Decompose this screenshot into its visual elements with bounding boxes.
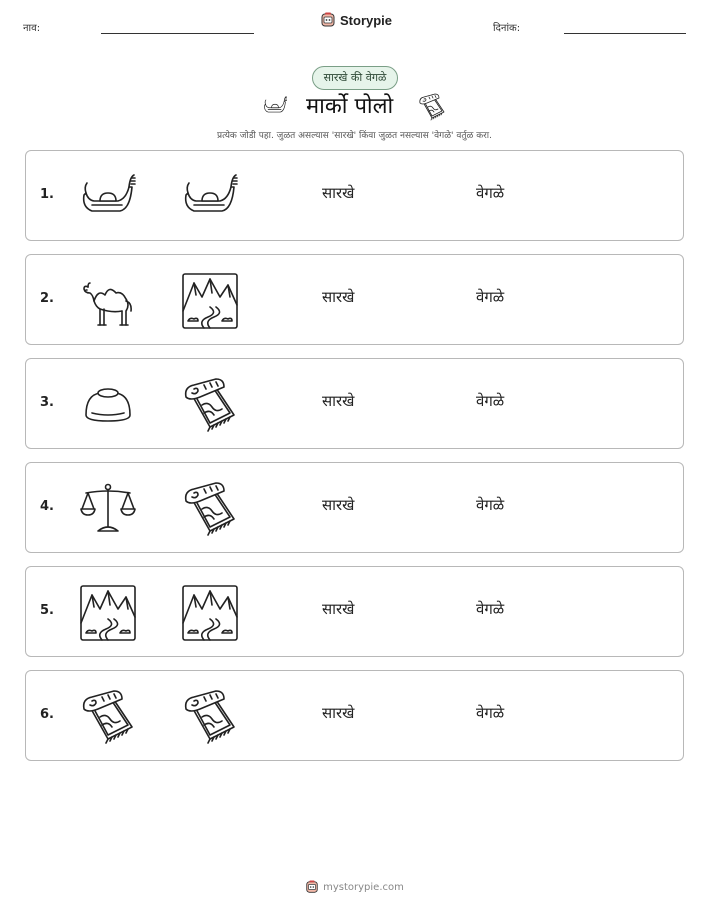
date-field[interactable] xyxy=(564,33,686,34)
pair-row-1 xyxy=(25,150,684,241)
date-label: दिनांक: xyxy=(493,23,521,34)
same-option[interactable]: सारखे xyxy=(322,704,355,722)
different-option[interactable]: वेगळे xyxy=(476,600,505,618)
pair-row-2 xyxy=(25,254,684,345)
page-title: मार्को पोलो xyxy=(306,94,394,119)
same-option[interactable]: सारखे xyxy=(322,288,355,306)
carpet-icon xyxy=(180,479,240,539)
different-option[interactable]: वेगळे xyxy=(476,184,505,202)
name-field[interactable] xyxy=(101,33,254,34)
brand xyxy=(320,12,392,28)
carpet-icon xyxy=(78,687,138,747)
carpet-icon xyxy=(180,375,240,435)
same-option[interactable]: सारखे xyxy=(322,392,355,410)
pair-row-6 xyxy=(25,670,684,761)
gondola-icon xyxy=(180,167,240,227)
same-option[interactable]: सारखे xyxy=(322,496,355,514)
row-number: 5. xyxy=(40,603,54,618)
row-number: 4. xyxy=(40,499,54,514)
mountains-icon xyxy=(78,583,138,643)
mountains-icon xyxy=(180,271,240,331)
row-number: 2. xyxy=(40,291,54,306)
carpet-icon xyxy=(416,92,448,122)
camel-icon xyxy=(78,271,138,331)
storypie-logo-icon xyxy=(320,12,336,28)
different-option[interactable]: वेगळे xyxy=(476,496,505,514)
pair-row-5 xyxy=(25,566,684,657)
gondola-icon xyxy=(258,93,292,119)
pair-row-3 xyxy=(25,358,684,449)
footer xyxy=(0,880,709,894)
different-option[interactable]: वेगळे xyxy=(476,288,505,306)
row-number: 1. xyxy=(40,187,54,202)
bowl-icon xyxy=(78,375,138,435)
row-number: 3. xyxy=(40,395,54,410)
mountains-icon xyxy=(180,583,240,643)
same-option[interactable]: सारखे xyxy=(322,600,355,618)
brand-name: Storypie xyxy=(340,12,393,28)
name-label: नाव: xyxy=(23,23,41,34)
same-option[interactable]: सारखे xyxy=(322,184,355,202)
gondola-icon xyxy=(78,167,138,227)
carpet-icon xyxy=(180,687,240,747)
row-number: 6. xyxy=(40,707,54,722)
storypie-logo-icon xyxy=(305,880,319,894)
different-option[interactable]: वेगळे xyxy=(476,392,505,410)
scales-icon xyxy=(78,479,138,539)
footer-url[interactable]: mystorypie.com xyxy=(323,881,404,893)
different-option[interactable]: वेगळे xyxy=(476,704,505,722)
instructions: प्रत्येक जोडी पहा. जुळत असल्यास 'सारखे' किंवा जुळत नसल्यास 'वेगळे' वर्तुळ करा. xyxy=(216,131,492,141)
pair-row-4 xyxy=(25,462,684,553)
activity-badge: सारखे की वेगळे xyxy=(312,66,398,90)
